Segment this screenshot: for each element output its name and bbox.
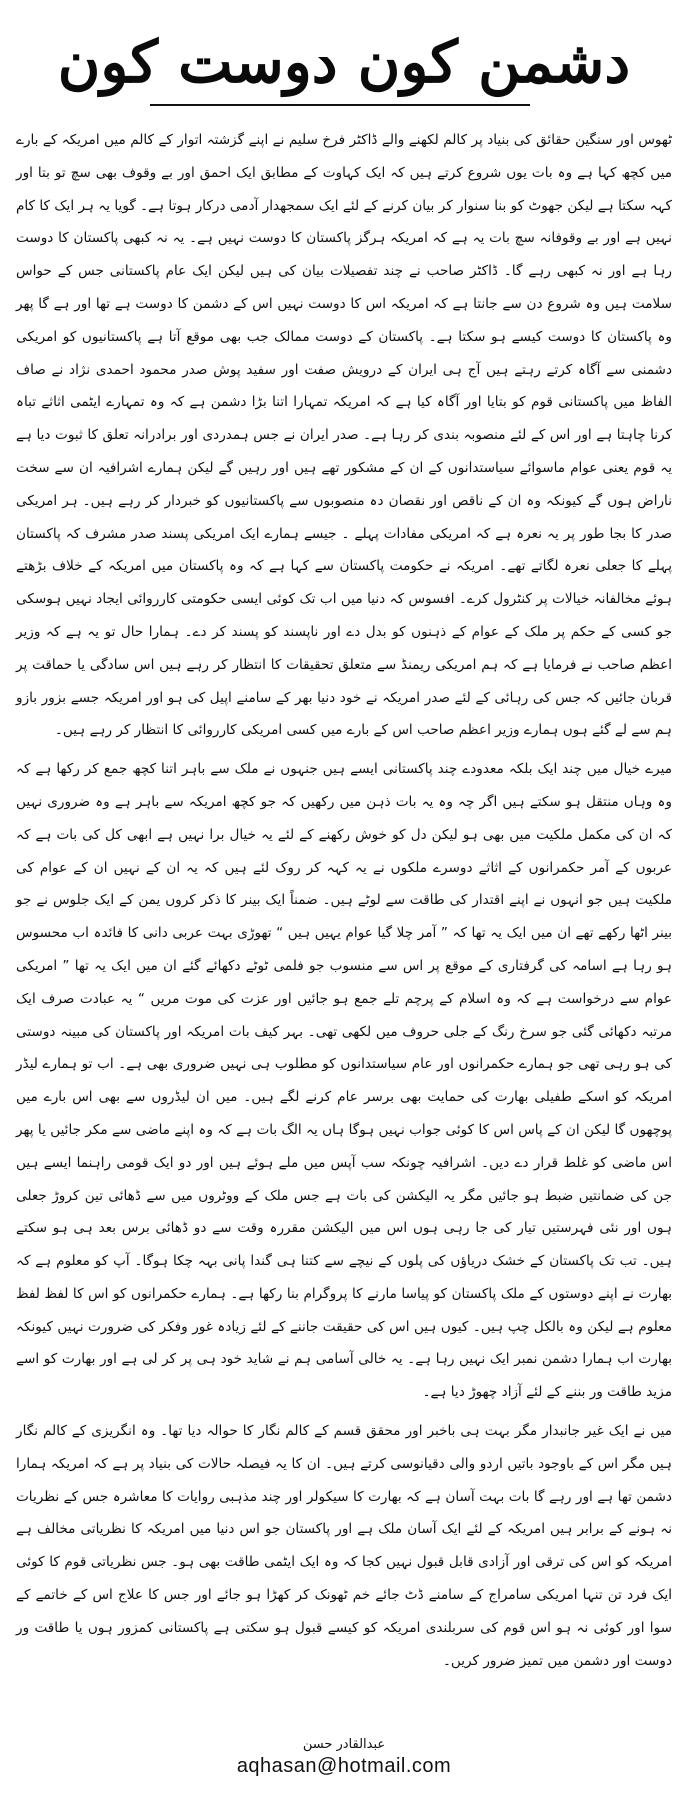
author-signature [0, 1736, 688, 1778]
paragraph-1: ٹھوس اور سنگین حقائق کی بنیاد پر کالم لکھنے والے ڈاکٹر فرخ سلیم نے اپنے گزشتہ اتوار کے کالم میں امریکہ کے بارے میں کچھ کہا ہے وہ بات یوں شروع کرتے ہیں کہ ایک کہاوت کے مطابق ایک احمق اور بے وقوف بھی سچ تو بتا اور کہہ سکتا ہے لیکن جھوٹ کو بنا سنوار کر بیان کرنے کے لئے ایک سمجھدار آدمی درکار ہوتا ہے۔ گویا یہ ہر ایک کا کام نہیں ہے اور بے وقوفانہ سچ بات یہ ہے کہ امریکہ ہرگز پاکستان کا دوست نہیں ہے۔ یہ نہ کبھی پاکستان کا دوست رہا ہے اور نہ کبھی رہے گا۔ ڈاکٹر صاحب نے چند تفصیلات بیان کی ہیں لیکن ایک عام پاکستانی جس کے حواس سلامت ہیں وہ شروع دن سے جانتا ہے کہ امریکہ اس کا دوست نہیں اس کے دشمن کا دوست ہے تھا اور ہے گا پھر وہ پاکستان کا دوست کیسے ہو سکتا ہے۔ پاکستان کے دوست ممالک جب بھی موقع آتا ہے پاکستانیوں کو امریکی دشمنی سے آگاہ کرتے رہتے ہیں آج ہی ایران کے درویش صفت اور سفید پوش صدر محمود احمدی نژاد نے صاف الفاظ میں پاکستانی قوم کو بتایا اور آگاہ کیا ہے کہ امریکہ تمہارا اتنا بڑا دشمن ہے کہ وہ تمہارے ایٹمی اثاثے تباہ کرنا چاہتا ہے اور اس کے لئے منصوبہ بندی کر رہا ہے۔ صدر ایران نے جس ہمدردی اور برادرانہ تعلق کا ثبوت دیا ہے یہ قوم یعنی عوام ماسوائے سیاستدانوں کے ان کے مشکور تھے ہیں اور رہیں گے لیکن ہمارے اشرافیہ ان سے سخت ناراض ہوں گے کیونکہ وہ ان کے ناقص اور نقصان دہ منصوبوں سے پاکستانیوں کو خبردار کر رہے ہیں۔ ہر امریکی صدر کا بجا طور پر یہ نعرہ ہے کہ امریکی مفادات پہلے ۔ جیسے ہمارے ایک امریکی پسند صدر مشرف کہ پاکستان پہلے کا جعلی نعرہ لگاتے تھے۔ امریکہ نے حکومت پاکستان سے کہا ہے کہ وہ پاکستان میں امریکہ کے خلاف بڑھتے ہوئے مخالفانہ خیالات پر کنٹرول کرے۔ افسوس کہ دنیا میں اب تک کوئی ایسی حکومتی کارروائی ایجاد نہیں ہوسکی جو کسی کے حکم پر ملک کے عوام کے ذہنوں کو بدل دے اور ناپسند کو پسند کر دے۔ ہمارا حال تو یہ ہے کہ وزیر اعظم صاحب نے فرمایا ہے کہ ہم امریکی ریمنڈ سے متعلق تحقیقات کا انتظار کر رہے ہیں اس سادگی یا حماقت پر قربان جائیں کہ جس کی رہائی کے لئے صدر امریکہ نے خود دنیا بھر کے سامنے اپیل کی ہو اور امریکہ جسے بزور بازو ہم سے لے گئے ہوں ہمارے وزیر اعظم صاحب اس کے بارے میں کسی امریکی کارروائی کا انتظار کر رہے ہیں۔ [16, 132, 672, 739]
paragraph-2: میرے خیال میں چند ایک بلکہ معدودے چند پاکستانی ایسے ہیں جنہوں نے ملک سے باہر اتنا کچھ جمع کر رکھا ہے کہ وہ وہاں منتقل ہو سکتے ہیں اگر چہ وہ یہ بات ذہن میں رکھیں کہ جو کچھ امریکہ سے باہر ہے وہ ضروری نہیں کہ ان کی مکمل ملکیت میں بھی ہو لیکن دل کو خوش رکھنے کے لئے یہ خیال برا نہیں ہے ابھی کل کی بات ہے کہ عربوں کے آمر حکمرانوں کے اثاثے دوسرے ملکوں نے یہ کہہ کر روک لئے ہیں کہ یہ ان کے نہیں ان کے عوام کی ملکیت ہیں جو انہوں نے اپنے اقتدار کی طاقت سے لوٹے ہیں۔ ضمناً ایک بینر کا ذکر کروں یمن کے ایک جلوس نے جو بینر اٹھا رکھے تھے ان میں ایک یہ تھا کہ ” آمر چلا گیا عوام یہیں ہیں “ تھوڑی بہت عربی دانی کا فائدہ اب محسوس ہو رہا ہے اسامہ کی گرفتاری کے موقع پر اس سے منسوب جو فلمی ٹوٹے دکھائے گئے ان میں ایک یہ تھا ” امریکی عوام سے درخواست ہے کہ وہ اسلام کے پرچم تلے جمع ہو جائیں اور عزت کی موت مریں “ یہ عبادت صرف ایک مرتبہ دکھائی گئی جو سرخ رنگ کے جلی حروف میں لکھی تھی۔ بہر کیف بات امریکہ اور پاکستان کی مبینہ دوستی کی ہو رہی تھی جو ہمارے حکمرانوں اور عام سیاستدانوں کو مطلوب ہی نہیں ضروری بھی ہے۔ اب تو ہمارے لیڈر امریکہ کو اسکے طفیلی بھارت کی حمایت بھی برسر عام کرنے لگے ہیں۔ میں ان لیڈروں سے بھی اس بارے میں پوچھوں گا لیکن ان کے پاس اس کا کوئی جواب نہیں ہوگا ہاں یہ الگ بات ہے کہ وہ اپنے ماضی سے مکر جائیں یا پھر اس ماضی کو غلط قرار دے دیں۔ اشرافیہ چونکہ سب آپس میں ملے ہوئے ہیں اور دو ایک قومی راہنما ایسے ہیں جن کی ضمانتیں ضبط ہو جائیں مگر یہ الیکشن کی بات ہے جس ملک کے ووٹروں میں سے ڈھائی تین کروڑ جعلی ہوں اور نئی فہرستیں تیار کی جا رہی ہوں اس میں الیکشن مقررہ وقت سے دو ڈھائی برس بعد ہی ہو سکتے ہیں۔ تب تک پاکستان کے خشک دریاؤں کی پلوں کے نیچے سے کتنا ہی گندا پانی بہہ چکا ہوگا۔ آپ کو معلوم ہے کہ بھارت نے اپنے دوستوں کے ملک پاکستان کو پیاسا مارنے کا پروگرام بنا رکھا ہے۔ ہمارے حکمرانوں کو اس کا لفظ لفظ معلوم ہے لیکن وہ بالکل چپ ہیں۔ کیوں ہیں اس کی حقیقت جاننے کے لئے زیادہ غور وفکر کی ضرورت نہیں کیونکہ بھارت اب ہمارا دشمن نمبر ایک نہیں رہا ہے۔ یہ خالی آسامی ہم نے شاید خود ہی پر کر لی ہے اور بھارت کو اسے مزید طاقت ور بننے کے لئے آزاد چھوڑ دیا ہے۔ [16, 761, 672, 1401]
author-name: عبدالقادر حسن [302, 1737, 386, 1752]
paragraph-3: میں نے ایک غیر جانبدار مگر بہت ہی باخبر اور محقق قسم کے کالم نگار کا حوالہ دیا تھا۔ وہ انگریزی کے کالم نگار ہیں مگر اس کے باوجود باتیں اردو والی دقیانوسی کرتے ہیں۔ ان کا یہ فیصلہ حالات کی بنیاد پر ہے کہ امریکہ ہمارا دشمن تھا ہے اور رہے گا بات بہت آسان ہے کہ بھارت کا سیکولر اور چند مذہبی روایات کا معاشرہ جس کے نظریات نہ ہونے کے برابر ہیں امریکہ کے لئے ایک آسان ملک ہے اور پاکستان جو اس دنیا میں امریکہ کا نظریاتی مخالف ہے امریکہ کو اس کی ترقی اور آزادی قابل قبول نہیں کجا کہ وہ ایک ایٹمی طاقت بھی ہو۔ جس نظریاتی قوم کا کوئی ایک فرد تن تنہا امریکی سامراج کے سامنے ڈٹ جائے خم ٹھونک کر کھڑا ہو جائے اور جس کا علاج اس کے خاتمے کے سوا اور کوئی نہ ہو اس قوم کی سربلندی امریکہ کو کیسے قبول ہو سکتی ہے پاکستانی کمزور ہوں یا طاقت ور دوست اور دشمن میں تمیز ضرور کریں۔ [16, 1423, 672, 1669]
column-title: دشمن کون دوست کون [57, 28, 631, 96]
title-underline [150, 104, 530, 106]
article-body [16, 124, 672, 1683]
author-email[interactable]: aqhasan@hotmail.com [236, 1755, 452, 1777]
